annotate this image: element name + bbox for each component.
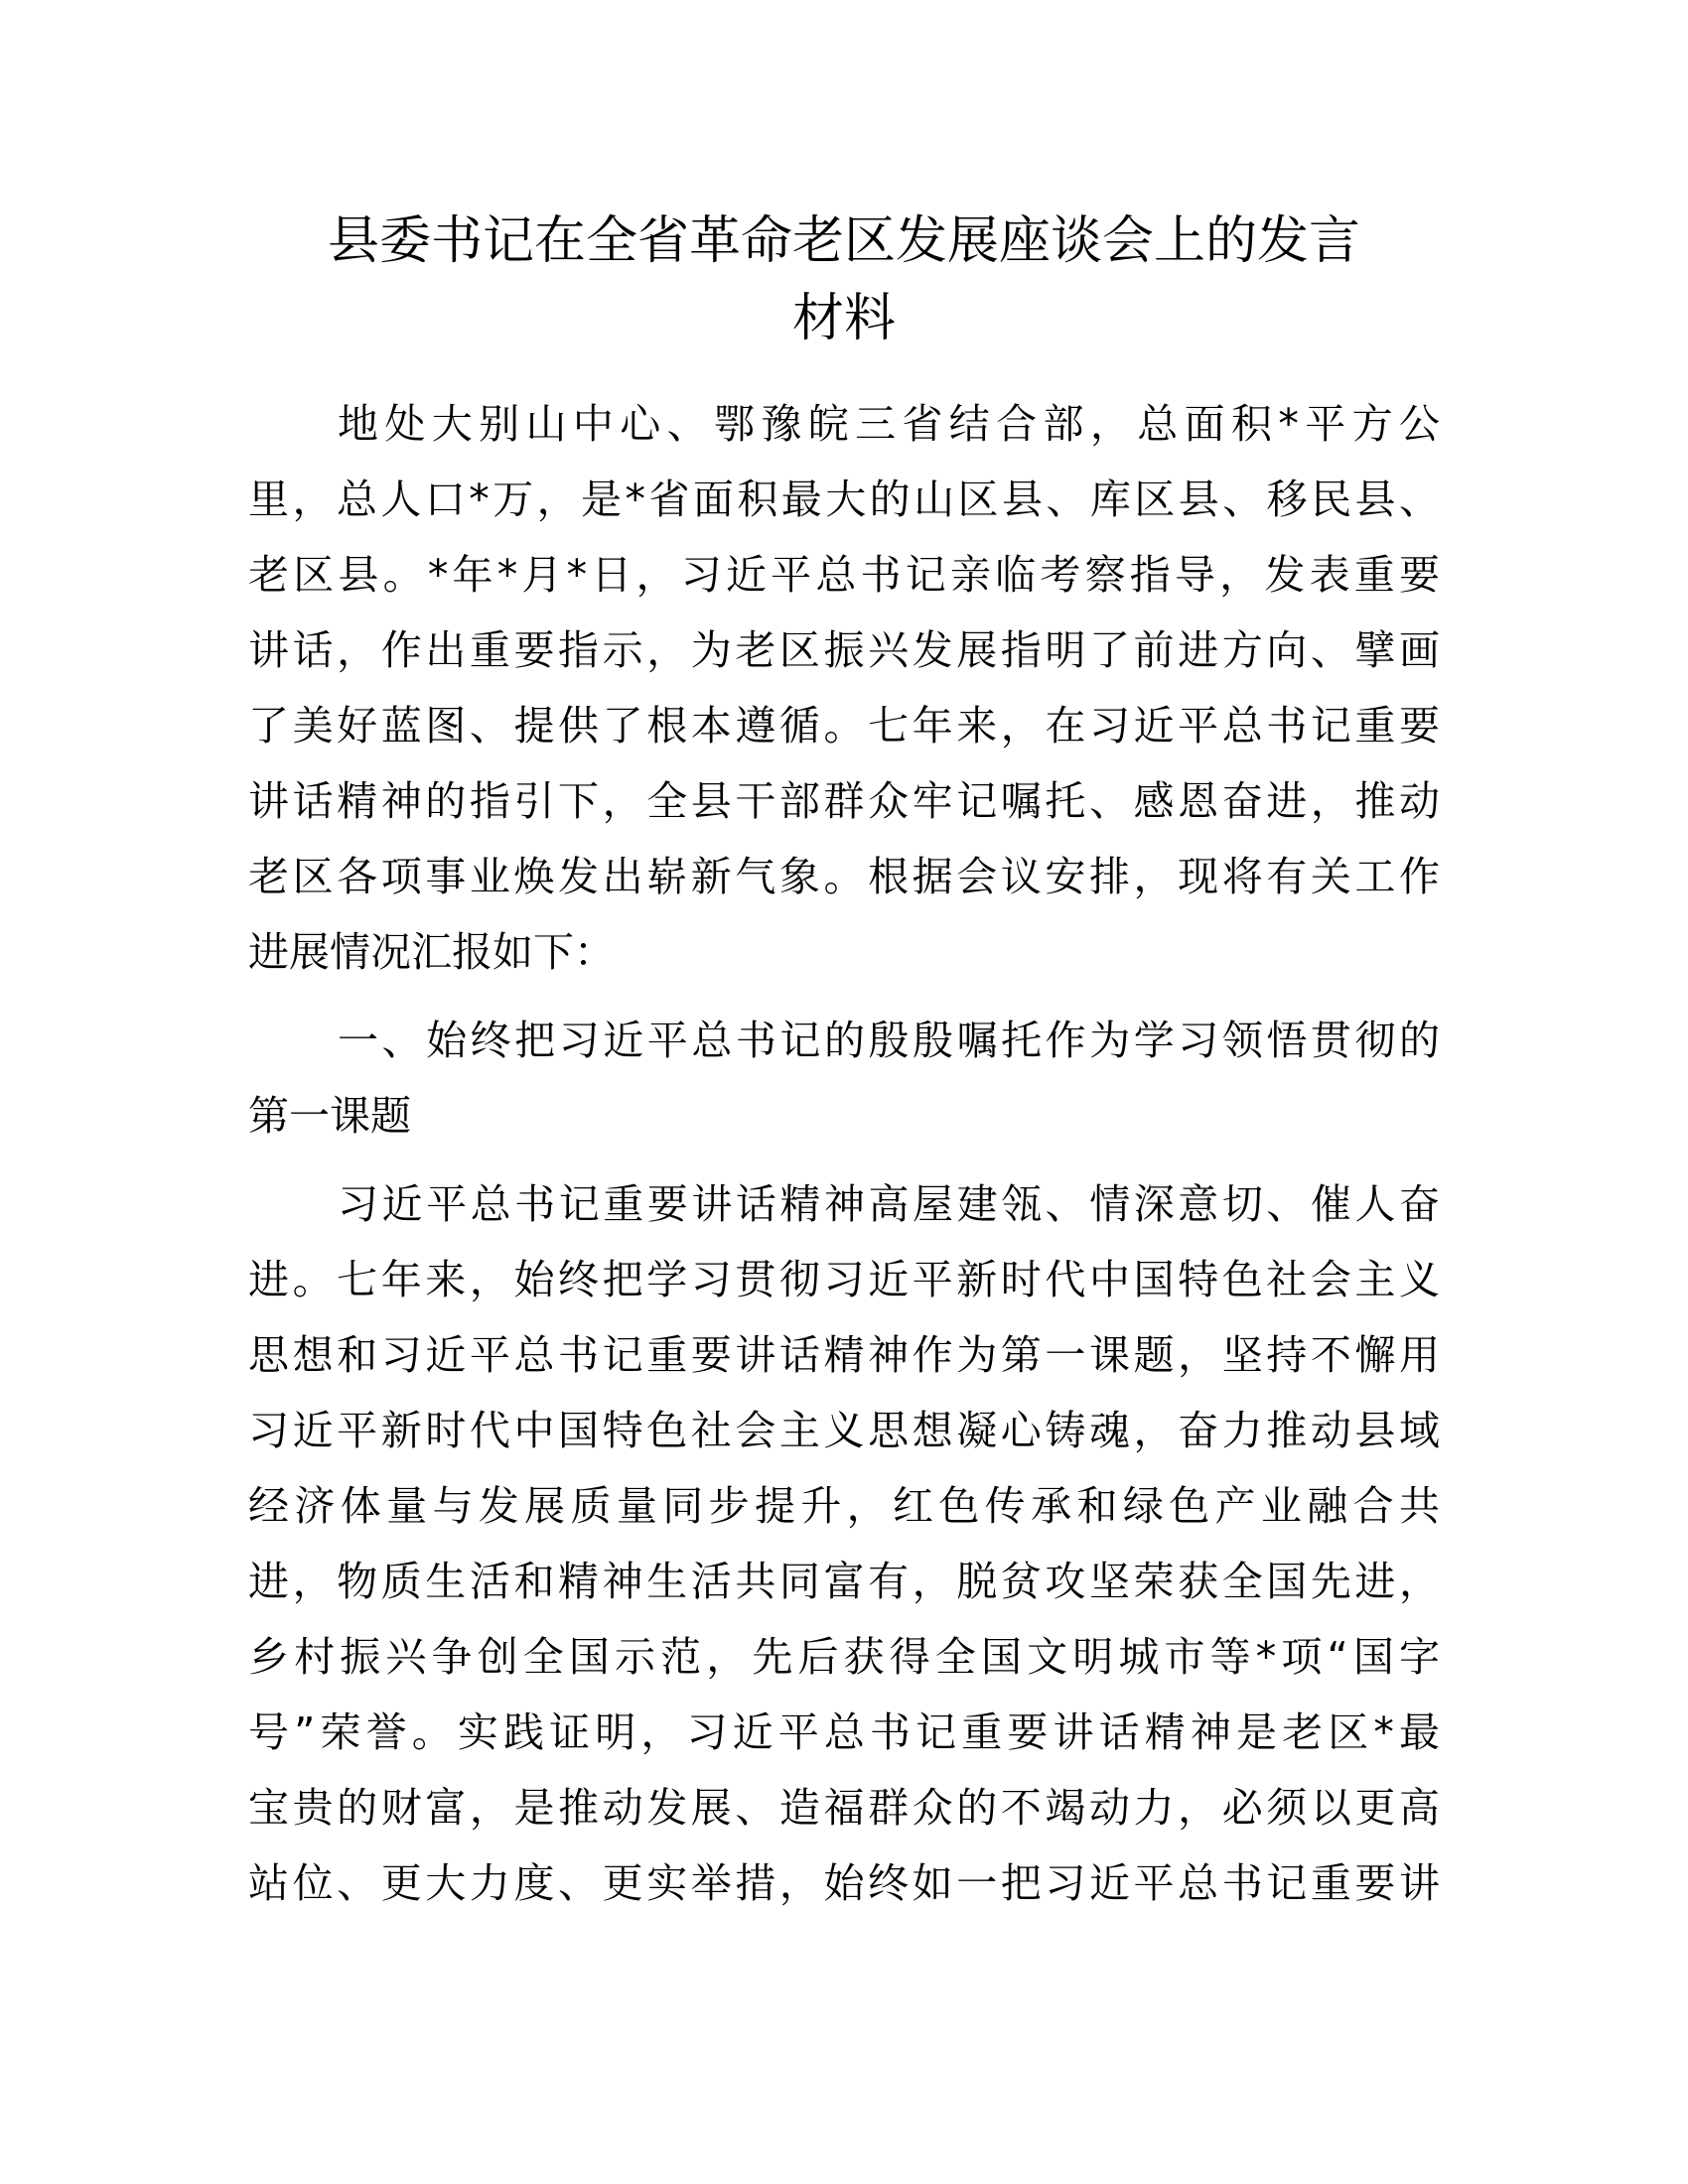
paragraph-2-line-10: 站位、更大力度、更实举措，始终如一把习近平总书记重要讲 <box>248 1859 1440 1907</box>
paragraph-1-line-8: 进展情况汇报如下： <box>248 928 615 976</box>
section-heading-1-line-1: 一、始终把习近平总书记的殷殷嘱托作为学习领悟贯彻的 <box>338 1017 1440 1064</box>
paragraph-1-line-6: 讲话精神的指引下，全县干部群众牢记嘱托、感恩奋进，推动 <box>248 777 1440 825</box>
title-line-2: 材料 <box>791 289 896 348</box>
paragraph-1-line-4: 讲话，作出重要指示，为老区振兴发展指明了前进方向、擘画 <box>248 626 1440 674</box>
section-heading-1-line-2: 第一课题 <box>248 1092 411 1140</box>
title-line-1: 县委书记在全省革命老区发展座谈会上的发言 <box>327 211 1360 271</box>
paragraph-2-line-1: 习近平总书记重要讲话精神高屋建瓴、情深意切、催人奋 <box>338 1180 1440 1228</box>
paragraph-2-line-4: 习近平新时代中国特色社会主义思想凝心铸魂，奋力推动县域 <box>248 1407 1440 1454</box>
paragraph-1-line-7: 老区各项事业焕发出崭新气象。根据会议安排，现将有关工作 <box>248 853 1440 900</box>
paragraph-1-line-3: 老区县。*年*月*日，习近平总书记亲临考察指导，发表重要 <box>248 551 1440 599</box>
paragraph-2-line-9: 宝贵的财富，是推动发展、造福群众的不竭动力，必须以更高 <box>248 1784 1440 1832</box>
paragraph-2-line-3: 思想和习近平总书记重要讲话精神作为第一课题，坚持不懈用 <box>248 1331 1440 1379</box>
paragraph-2-line-2: 进。七年来，始终把学习贯彻习近平新时代中国特色社会主义 <box>248 1256 1440 1303</box>
paragraph-1-line-2: 里，总人口*万，是*省面积最大的山区县、库区县、移民县、 <box>248 476 1440 523</box>
paragraph-2-line-6: 进，物质生活和精神生活共同富有，脱贫攻坚荣获全国先进， <box>248 1558 1440 1605</box>
paragraph-1-line-1: 地处大别山中心、鄂豫皖三省结合部，总面积*平方公 <box>338 400 1440 448</box>
paragraph-2-line-5: 经济体量与发展质量同步提升，红色传承和绿色产业融合共 <box>248 1482 1440 1530</box>
paragraph-2-line-8: 号”荣誉。实践证明，习近平总书记重要讲话精神是老区*最 <box>248 1708 1440 1756</box>
paragraph-2-line-7: 乡村振兴争创全国示范，先后获得全国文明城市等*项“国字 <box>248 1633 1440 1681</box>
paragraph-1-line-5: 了美好蓝图、提供了根本遵循。七年来，在习近平总书记重要 <box>248 702 1440 750</box>
